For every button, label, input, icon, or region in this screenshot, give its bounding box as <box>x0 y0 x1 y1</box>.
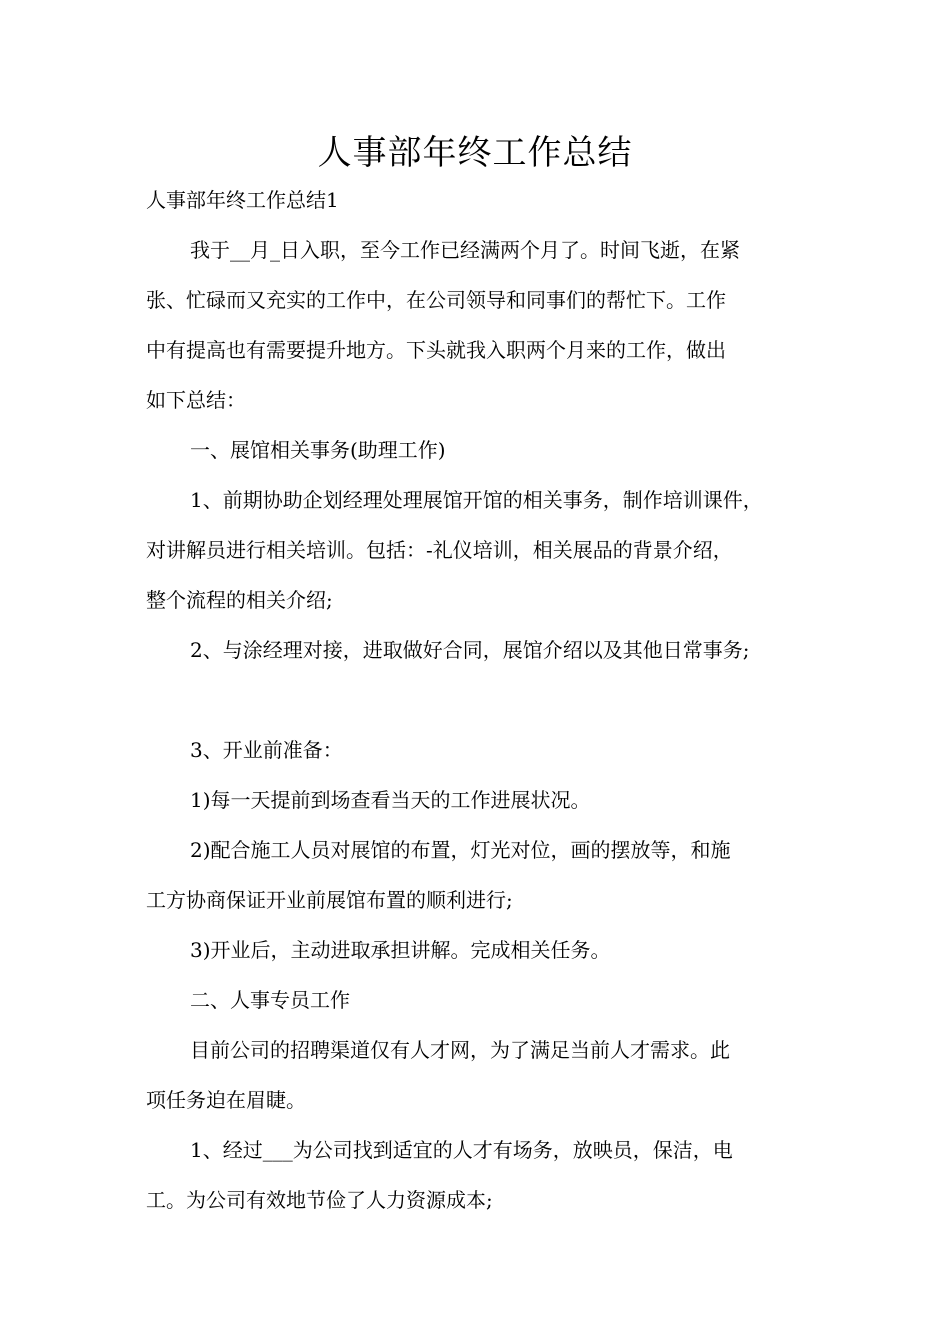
paragraph-line: 对讲解员进行相关培训。包括：-礼仪培训，相关展品的背景介绍， <box>146 538 733 562</box>
paragraph-line: 中有提高也有需要提升地方。下头就我入职两个月来的工作，做出 <box>146 338 726 362</box>
paragraph-line: 3)开业后，主动进取承担讲解。完成相关任务。 <box>190 938 611 962</box>
paragraph-line: 1、前期协助企划经理处理展馆开馆的相关事务，制作培训课件， <box>190 488 763 512</box>
paragraph-line: 如下总结： <box>146 388 246 412</box>
section-heading: 一、展馆相关事务(助理工作) <box>190 438 446 462</box>
paragraph-line: 目前公司的招聘渠道仅有人才网，为了满足当前人才需求。此 <box>190 1038 730 1062</box>
paragraph-line: 2、与涂经理对接，进取做好合同，展馆介绍以及其他日常事务; <box>190 638 750 662</box>
section-heading: 二、人事专员工作 <box>190 988 350 1012</box>
paragraph-line: 工方协商保证开业前展馆布置的顺利进行; <box>146 888 513 912</box>
paragraph-line: 1、经过___为公司找到适宜的人才有场务，放映员，保洁，电 <box>190 1138 733 1162</box>
paragraph-line: 整个流程的相关介绍; <box>146 588 333 612</box>
paragraph-line: 张、忙碌而又充实的工作中，在公司领导和同事们的帮忙下。工作 <box>146 288 726 312</box>
paragraph-line: 2)配合施工人员对展馆的布置，灯光对位，画的摆放等，和施 <box>190 838 731 862</box>
document-subtitle: 人事部年终工作总结1 <box>146 188 339 212</box>
paragraph-line: 1)每一天提前到场查看当天的工作进展状况。 <box>190 788 591 812</box>
paragraph-line: 我于__月_日入职，至今工作已经满两个月了。时间飞逝，在紧 <box>190 238 740 262</box>
paragraph-line: 3、开业前准备： <box>190 738 343 762</box>
document-title: 人事部年终工作总结 <box>317 133 633 173</box>
paragraph-line: 项任务迫在眉睫。 <box>146 1088 306 1112</box>
paragraph-line: 工。为公司有效地节俭了人力资源成本; <box>146 1188 493 1212</box>
